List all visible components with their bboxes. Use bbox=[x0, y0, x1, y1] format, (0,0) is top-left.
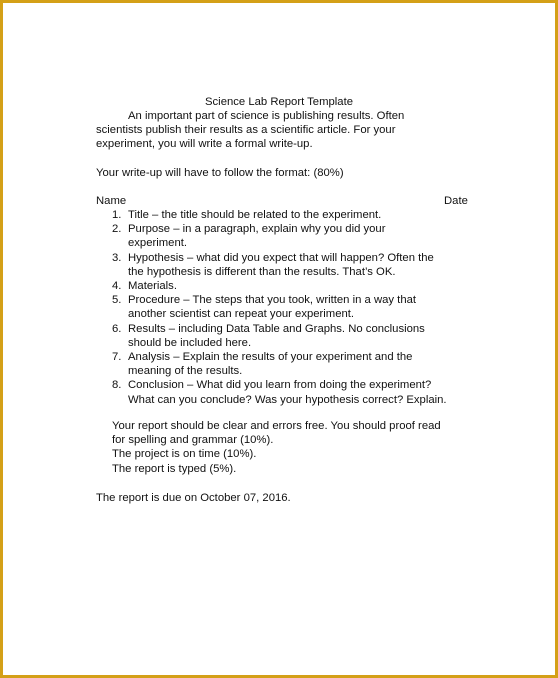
list-item-line: another scientist can repeat your experiment. bbox=[128, 308, 355, 321]
list-item-line: Procedure – The steps that you took, written in a way that bbox=[128, 294, 417, 307]
list-item-line: meaning of the results. bbox=[128, 365, 243, 378]
list-item-line: Purpose – in a paragraph, explain why you did your bbox=[128, 223, 386, 236]
list-number: 5. bbox=[112, 294, 122, 307]
list-number: 3. bbox=[112, 251, 122, 264]
intro-line: experiment, you will write a formal write-up. bbox=[96, 138, 313, 150]
format-requirement: Your write-up will have to follow the format: (80%) bbox=[96, 167, 344, 179]
list-item-line: Results – including Data Table and Graphs. No conclusions bbox=[128, 322, 425, 335]
intro-line: scientists publish their results as a scientific article. For your bbox=[96, 124, 396, 136]
grading-line: The report is typed (5%). bbox=[112, 462, 237, 475]
list-item bbox=[96, 293, 496, 321]
name-label: Name bbox=[96, 195, 127, 207]
due-date-line: The report is due on October 07, 2016. bbox=[96, 492, 291, 504]
list-item bbox=[96, 322, 496, 350]
list-number: 2. bbox=[112, 223, 122, 236]
list-item bbox=[96, 251, 496, 279]
grading-line: for spelling and grammar (10%). bbox=[112, 434, 274, 447]
list-item bbox=[96, 378, 496, 406]
list-item-line: Materials. bbox=[128, 280, 177, 293]
intro-line: An important part of science is publishing results. Often bbox=[128, 110, 405, 122]
list-number: 8. bbox=[112, 379, 122, 392]
list-number: 7. bbox=[112, 351, 122, 364]
list-item-line: the hypothesis is different than the results. That’s OK. bbox=[128, 265, 396, 278]
grading-line: The project is on time (10%). bbox=[112, 448, 257, 461]
date-label: Date bbox=[444, 195, 468, 207]
grading-line: Your report should be clear and errors free. You should proof read bbox=[112, 420, 441, 432]
list-item-line: should be included here. bbox=[128, 336, 252, 349]
grading-paragraph bbox=[112, 419, 441, 476]
list-number: 6. bbox=[112, 322, 122, 335]
list-item bbox=[96, 279, 496, 293]
list-item-line: Analysis – Explain the results of your experiment and the bbox=[128, 351, 413, 364]
list-number: 1. bbox=[112, 209, 122, 221]
list-item-line: Hypothesis – what did you expect that will happen? Often the bbox=[128, 251, 434, 264]
list-item bbox=[96, 350, 496, 378]
list-item bbox=[96, 222, 496, 250]
report-sections-list bbox=[96, 208, 496, 407]
list-item-line: What can you conclude? Was your hypothesis correct? Explain. bbox=[128, 393, 447, 406]
list-item-line: experiment. bbox=[128, 237, 188, 250]
document-title: Science Lab Report Template bbox=[205, 96, 353, 108]
document bbox=[3, 3, 555, 675]
list-item bbox=[96, 208, 496, 222]
list-item-line: Title – the title should be related to the experiment. bbox=[128, 209, 382, 221]
list-item-line: Conclusion – What did you learn from doing the experiment? bbox=[128, 379, 432, 392]
list-number: 4. bbox=[112, 280, 122, 293]
